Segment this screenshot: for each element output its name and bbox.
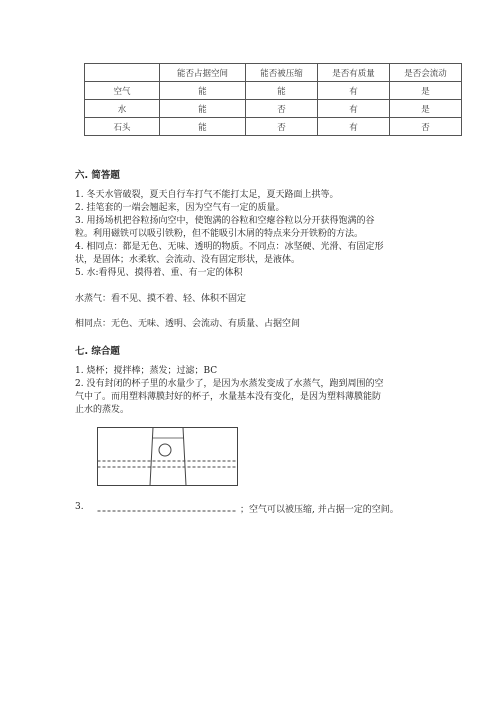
answer-line: 止水的蒸发。 [75, 405, 130, 415]
answer-line: 1. 烧杯；搅拌棒；蒸发；过滤；BC [75, 366, 218, 376]
answer-line: 1. 冬天水管破裂，夏天自行车打气不能打太足，夏天路面上拱等。 [75, 190, 339, 200]
table-cell: 石头 [85, 118, 160, 136]
table-cell: 有 [318, 82, 390, 100]
table-header-cell: 是否有质量 [318, 64, 390, 82]
answer-line: 4. 相同点：都是无色、无味、透明的物质。不同点：冰坚硬、光滑、有固定形 [75, 242, 384, 252]
container-outline [98, 428, 238, 486]
table-header-cell: 能否被压缩 [246, 64, 318, 82]
properties-table [84, 63, 462, 136]
table-header-row [85, 64, 462, 82]
answer-line: 状，是固体；水柔软、会流动、没有固定形状，是液体。 [75, 255, 301, 265]
table-row [85, 100, 462, 118]
answer-line: 2. 没有封闭的杯子里的水量少了，是因为水蒸发变成了水蒸气，跑到周围的空 [75, 379, 384, 389]
table-header-cell: 是否会流动 [390, 64, 462, 82]
table-cell: 空气 [85, 82, 160, 100]
answer-line: 5. 水:看得见、摸得着、重、有一定的体积 [75, 268, 243, 278]
table-cell: 是 [390, 100, 462, 118]
table-cell: 是 [390, 82, 462, 100]
answer-line: 粒。利用磁铁可以吸引铁粉，但不能吸引木屑的特点来分开铁粉的方法。 [75, 229, 364, 239]
table-cell: 否 [246, 118, 318, 136]
table-cell: 否 [390, 118, 462, 136]
table-cell: 否 [246, 100, 318, 118]
section-6-title: 六. 简答题 [75, 170, 120, 181]
answer-line: ；空气可以被压缩, 并占据一定的空间。 [240, 505, 399, 515]
table-header-cell [85, 64, 160, 82]
table-cell: 有 [318, 100, 390, 118]
table-cell: 能 [246, 82, 318, 100]
table-cell: 能 [160, 118, 246, 136]
table-cell: 能 [160, 100, 246, 118]
table-cell: 水 [85, 100, 160, 118]
question-number: 3. [75, 502, 84, 512]
answer-line: 水蒸气：看不见、摸不着、轻、体积不固定 [75, 294, 247, 304]
table-row [85, 82, 462, 100]
answer-line: 2. 挂笔套的一端会翘起来，因为空气有一定的质量。 [75, 203, 285, 213]
answer-line: 气中了。而用塑料薄膜封好的杯子，水量基本没有变化，是因为塑料薄膜能防 [75, 392, 382, 402]
answer-line: 相同点：无色、无味、透明、会流动、有质量、占据空间 [75, 319, 301, 329]
table-cell: 能 [160, 82, 246, 100]
answer-line: 3. 用扬场机把谷粒扬向空中，使饱满的谷粒和空瘪谷粒以分开获得饱满的谷 [75, 216, 375, 226]
ball-icon [159, 444, 171, 456]
beaker-diagram [97, 427, 239, 517]
table-cell: 有 [318, 118, 390, 136]
table-header-cell: 能否占据空间 [160, 64, 246, 82]
cup-walls [150, 428, 186, 486]
table-row [85, 118, 462, 136]
section-7-title: 七. 综合题 [75, 346, 120, 357]
